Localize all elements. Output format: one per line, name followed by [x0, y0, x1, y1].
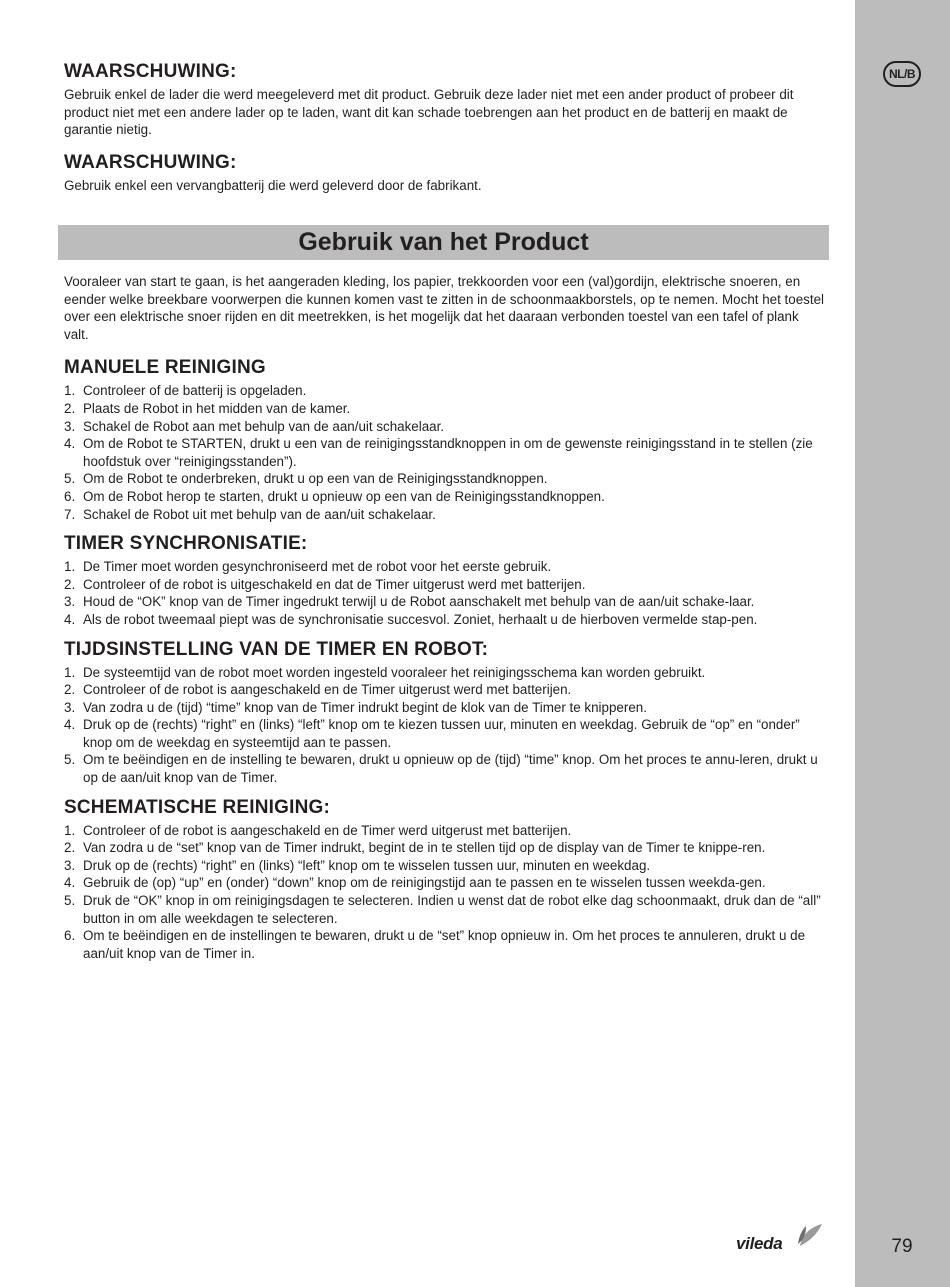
section-time-setting	[64, 638, 824, 787]
list-item: 5. Om te beëindigen en de instelling te bewaren, drukt u opnieuw op de (tijd) “time” knop. Om het proces te annu-leren, drukt u op de aan/uit knop van de Timer.	[64, 752, 818, 786]
warning-text-2: Gebruik enkel een vervangbatterij die werd geleverd door de fabrikant.	[64, 177, 482, 193]
warning-title-2: WAARSCHUWING:	[64, 151, 237, 173]
list-item: 6. Om te beëindigen en de instellingen te bewaren, drukt u de “set” knop opnieuw in. Om het proces te annuleren, drukt u de aan/uit knop van de Timer in.	[64, 928, 806, 961]
warning-text-1: Gebruik enkel de lader die werd meegeleverd met dit product. Gebruik deze lader niet met een ander product of probeer dit product niet met een andere lader op te laden, want dit kan schade toebrengen aan het product en de batterij en maakt de garantie nietig.	[64, 87, 794, 138]
list-item: 1. De Timer moet worden gesynchroniseerd met de robot voor het eerste gebruik.	[64, 559, 552, 575]
list-item: 1. De systeemtijd van de robot moet worden ingesteld vooraleer het reinigingsschema kan worden gebruikt.	[64, 664, 706, 680]
list-item: 4. Als de robot tweemaal piept was de synchronisatie succesvol. Zoniet, herhaalt u de hierboven vermelde stap-pen.	[64, 611, 758, 627]
vileda-logo	[736, 1222, 826, 1258]
section-timer-sync	[64, 532, 824, 628]
list-item: 7. Schakel de Robot uit met behulp van de aan/uit schakelaar.	[64, 506, 436, 522]
list-item: 3. Schakel de Robot aan met behulp van de aan/uit schakelaar.	[64, 418, 445, 434]
step-list	[64, 822, 824, 963]
list-item: 2. Van zodra u de “set” knop van de Timer indrukt, begint de in te stellen tijd op de display van de Timer te knippe-ren.	[64, 840, 766, 856]
side-tab-bar	[855, 0, 950, 1287]
step-list	[64, 558, 824, 628]
intro-paragraph: Vooraleer van start te gaan, is het aangeraden kleding, los papier, trekkoorden voor een (val)gordijn, elektrische snoeren, en eender welke breekbare voorwerpen die kunnen komen vast te zitten in de schoonmaakborstels, op te nemen. Mocht het toestel over een elektrische snoer rijden en dit meetrekken, is het mogelijk dat het daaraan verbonden toestel van een tafel of plank valt.	[64, 274, 824, 342]
list-item: 3. Van zodra u de (tijd) “time” knop van de Timer indrukt begint de klok van de Timer te knipperen.	[64, 699, 647, 715]
list-item: 2. Controleer of de robot is uitgeschakeld en dat de Timer uitgerust werd met batterijen.	[64, 576, 586, 592]
section-manual-cleaning	[64, 356, 824, 523]
list-item: 5. Om de Robot te onderbreken, drukt u op een van de Reinigingsstandknoppen.	[64, 471, 548, 487]
list-item: 2. Plaats de Robot in het midden van de kamer.	[64, 400, 351, 416]
section-title: TIJDSINSTELLING VAN DE TIMER EN ROBOT:	[64, 638, 489, 660]
list-item: 6. Om de Robot herop te starten, drukt u opnieuw op een van de Reinigingsstandknoppen.	[64, 488, 605, 504]
list-item: 3. Druk op de (rechts) “right” en (links) “left” knop om te wisselen tussen uur, minuten en weekdag.	[64, 857, 651, 873]
section-title-band: Gebruik van het Product	[58, 225, 829, 260]
list-item: 4. Om de Robot te STARTEN, drukt u een van de reinigingsstandknoppen in om de gewenste reinigingsstand in te stellen (zie hoofdstuk over “reinigingsstanden”).	[64, 436, 813, 469]
brand-name: vileda	[736, 1234, 783, 1253]
leaf-icon	[796, 1222, 824, 1248]
step-list	[64, 382, 824, 523]
list-item: 1. Controleer of de robot is aangeschakeld en de Timer werd uitgerust met batterijen.	[64, 822, 572, 838]
list-item: 1. Controleer of de batterij is opgeladen.	[64, 383, 307, 399]
list-item: 2. Controleer of de robot is aangeschakeld en de Timer uitgerust werd met batterijen.	[64, 682, 572, 698]
step-list	[64, 664, 824, 787]
section-title: TIMER SYNCHRONISATIE:	[64, 533, 308, 555]
list-item: 4. Gebruik de (op) “up” en (onder) “down” knop om de reinigingstijd aan te passen en te wisselen tussen weekda-gen.	[64, 875, 766, 891]
main-content	[64, 273, 824, 962]
list-item: 5. Druk de “OK” knop in om reinigingsdagen te selecteren. Indien u wenst dat de robot elke dag schoonmaakt, druk dan de “all” button in om alle weekdagen te selecteren.	[64, 893, 821, 926]
list-item: 3. Houd de “OK” knop van de Timer ingedrukt terwijl u de Robot aanschakelt met behulp van de aan/uit schake-laar.	[64, 594, 755, 610]
section-title: SCHEMATISCHE REINIGING:	[64, 796, 331, 818]
warning-title-1: WAARSCHUWING:	[64, 61, 237, 82]
page-number: 79	[891, 1236, 913, 1257]
language-badge: NL/B	[883, 61, 921, 87]
list-item: 4. Druk op de (rechts) “right” en (links) “left” knop om te kiezen tussen uur, minuten en weekdag. Gebruik de “op” en “onder” knop om de weekdag en systeemtijd aan te passen.	[64, 717, 800, 750]
page-content	[64, 60, 824, 194]
section-scheduled-cleaning	[64, 796, 824, 963]
section-title: MANUELE REINIGING	[64, 357, 266, 379]
